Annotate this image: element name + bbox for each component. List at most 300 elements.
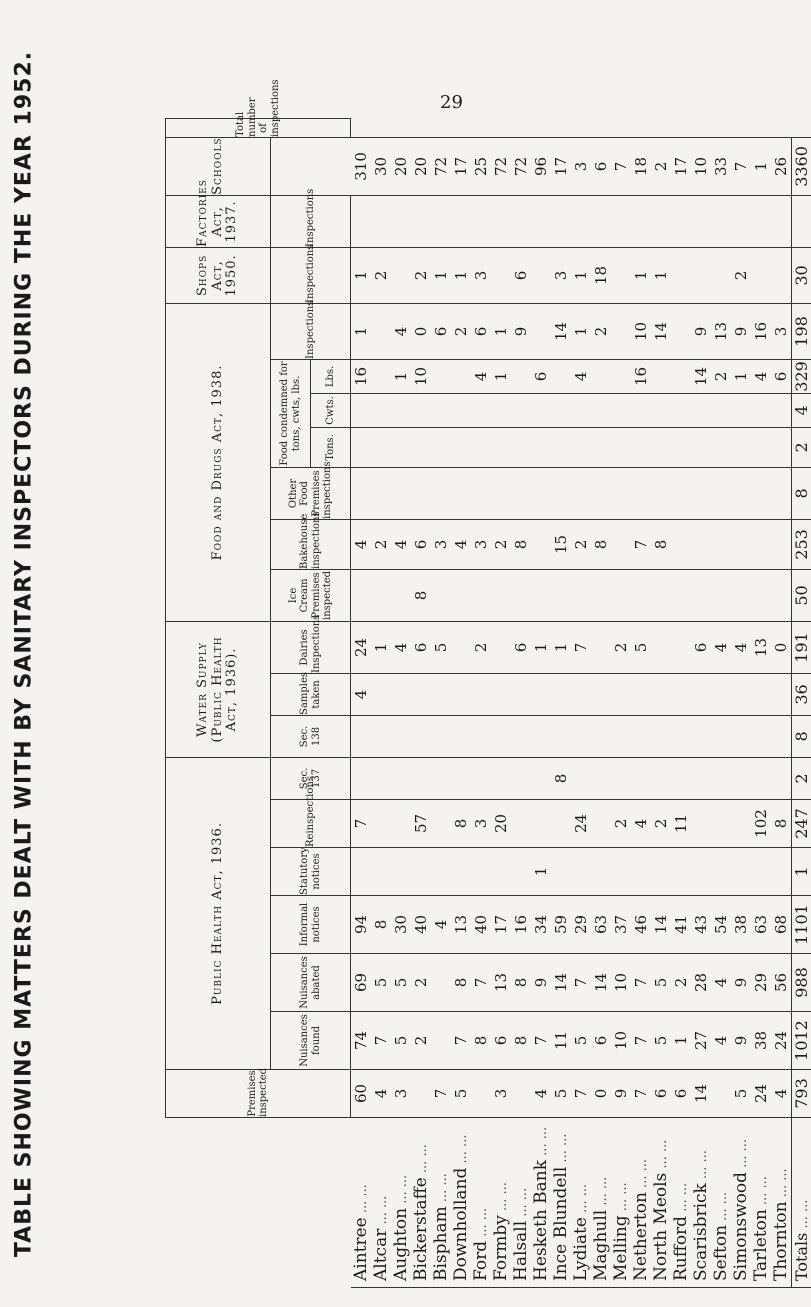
table-cell [411,467,431,519]
table-cell [651,195,671,247]
table-cell [531,467,551,519]
table-cell [511,467,531,519]
table-cell [631,848,651,896]
table-cell: 9 [511,303,531,359]
district-name: Halsall ... ... [511,1118,531,1288]
table-cell [691,848,711,896]
district-name: Melling ... ... [611,1118,631,1288]
table-cell: 27 [691,1012,711,1070]
table-cell [731,715,751,757]
header-total-inspections: Total number of inspections [166,119,351,138]
page-number: 29 [440,92,463,113]
table-cell: 3 [551,247,571,303]
table-cell [611,569,631,621]
table-cell [511,195,531,247]
table-cell: 2 [411,954,431,1012]
table-cell [571,715,591,757]
table-cell [471,393,491,427]
table-cell: 1 [671,1012,691,1070]
table-cell: 6 [511,247,531,303]
table-cell [591,800,611,848]
table-cell: 17 [491,896,511,954]
table-row [471,119,491,1288]
table-cell [671,427,691,467]
table-cell: 2 [451,303,471,359]
district-header [166,1118,351,1288]
table-row [751,119,771,1288]
table-cell: 1 [451,247,471,303]
table-cell [351,195,371,247]
table-cell [551,800,571,848]
total-cell: 8 [791,715,811,757]
table-cell [731,467,751,519]
table-row [571,119,591,1288]
table-row [551,119,571,1288]
table-cell: 7 [371,1012,391,1070]
table-cell [771,673,792,715]
table-cell [611,393,631,427]
table-cell: 20 [411,137,431,195]
total-cell: 793 [791,1070,811,1118]
table-cell [711,427,731,467]
table-cell: 5 [631,621,651,673]
district-name: Lydiate ... ... [571,1118,591,1288]
table-cell [651,673,671,715]
table-cell: 57 [411,800,431,848]
table-cell: 1 [531,848,551,896]
table-cell [411,427,431,467]
total-cell: 1 [791,848,811,896]
table-cell [351,715,371,757]
table-cell [671,303,691,359]
table-cell [571,673,591,715]
table-cell: 5 [391,1012,411,1070]
table-cell: 9 [531,954,551,1012]
table-cell [391,715,411,757]
table-cell: 14 [591,954,611,1012]
table-cell [511,569,531,621]
table-cell [411,848,431,896]
table-cell [371,467,391,519]
table-cell: 2 [731,247,751,303]
table-cell [571,393,591,427]
table-cell [411,393,431,427]
table-cell [411,673,431,715]
table-cell [671,673,691,715]
table-cell [431,195,451,247]
district-name: Bispham ... ... [431,1118,451,1288]
table-cell [671,621,691,673]
table-cell: 3 [471,247,491,303]
table-cell [711,715,731,757]
table-cell [571,848,591,896]
table-cell [751,569,771,621]
table-cell [591,848,611,896]
table-cell: 3 [491,1070,511,1118]
table-cell [771,715,792,757]
table-cell [731,195,751,247]
table-cell [711,519,731,569]
table-cell: 10 [691,137,711,195]
table-cell: 14 [691,1070,711,1118]
header-samples-taken: Samples taken [271,673,351,715]
header-premises-inspected: Premises inspected [166,1070,351,1118]
table-row [531,119,551,1288]
table-cell: 10 [411,359,431,393]
table-cell [631,393,651,427]
table-cell: 96 [531,137,551,195]
table-cell: 1 [571,247,591,303]
table-cell [431,954,451,1012]
table-cell: 2 [491,519,511,569]
table-cell [511,359,531,393]
table-cell: 8 [451,954,471,1012]
table-cell [391,569,411,621]
table-cell: 4 [631,800,651,848]
table-cell: 8 [471,1012,491,1070]
table-cell [671,519,691,569]
table-cell [531,247,551,303]
table-cell [611,715,631,757]
table-cell [531,757,551,799]
table-cell [671,247,691,303]
table-cell: 4 [391,519,411,569]
table-cell [771,848,792,896]
header-other-food-inspections: Other Food Premises inspections [271,467,351,519]
table-cell: 2 [711,359,731,393]
table-cell [691,673,711,715]
table-cell: 8 [411,569,431,621]
table-cell: 1 [351,303,371,359]
table-row [371,119,391,1288]
district-name: Sefton ... ... [711,1118,731,1288]
total-cell: 3360 [791,137,811,195]
table-cell [431,569,451,621]
district-name: Rufford ... ... [671,1118,691,1288]
table-cell [511,673,531,715]
table-cell [611,303,631,359]
table-row [611,119,631,1288]
table-cell [691,715,711,757]
header-food-condemned: Food condemned for tons, cwts, lbs. [271,359,311,467]
table-cell: 43 [691,896,711,954]
total-cell: 247 [791,800,811,848]
group-food-and-drugs: Food and Drugs Act, 1938. [166,303,271,621]
district-name: Formby ... ... [491,1118,511,1288]
inspections-table [165,79,811,1288]
table-cell [751,673,771,715]
table-cell [531,427,551,467]
table-cell: 8 [511,1012,531,1070]
table-cell: 4 [731,621,751,673]
table-cell: 2 [371,519,391,569]
table-cell [711,467,731,519]
table-cell [391,427,411,467]
table-cell [451,359,471,393]
table-cell [531,303,551,359]
table-cell [591,569,611,621]
table-cell: 5 [371,954,391,1012]
table-cell: 2 [371,247,391,303]
district-name: Tarleton ... ... [751,1118,771,1288]
table-cell [711,195,731,247]
table-cell [471,195,491,247]
table-cell: 6 [531,359,551,393]
table-cell [571,195,591,247]
table-cell: 2 [651,800,671,848]
table-cell: 68 [771,896,792,954]
table-cell [531,673,551,715]
table-cell: 6 [511,621,531,673]
table-cell: 1 [351,247,371,303]
table-cell: 7 [571,954,591,1012]
table-cell [431,1012,451,1070]
table-cell [491,195,511,247]
table-cell [691,393,711,427]
table-cell [731,569,751,621]
group-schools: Schools [166,137,271,195]
table-cell: 4 [531,1070,551,1118]
table-cell [431,467,451,519]
table-cell: 5 [551,1070,571,1118]
table-cell: 4 [771,1070,792,1118]
table-cell: 94 [351,896,371,954]
table-cell: 2 [411,1012,431,1070]
table-row [771,119,792,1288]
table-cell [651,393,671,427]
total-cell: 988 [791,954,811,1012]
table-cell: 10 [631,303,651,359]
table-cell: 8 [771,800,792,848]
table-cell [571,427,591,467]
table-cell: 9 [691,303,711,359]
table-cell [511,848,531,896]
table-cell: 1 [371,621,391,673]
table-cell [631,427,651,467]
table-cell [611,848,631,896]
table-cell: 6 [771,359,792,393]
table-cell: 4 [711,954,731,1012]
table-cell [351,569,371,621]
table-cell: 6 [691,621,711,673]
table-cell [351,427,371,467]
table-cell [431,757,451,799]
table-cell [591,467,611,519]
table-cell: 11 [551,1012,571,1070]
table-cell [591,757,611,799]
table-cell: 4 [711,1012,731,1070]
table-cell [591,673,611,715]
table-cell: 0 [411,303,431,359]
header-tons: Tons. [311,427,351,467]
table-cell [431,800,451,848]
table-cell [531,519,551,569]
table-cell [691,247,711,303]
total-cell: 8 [791,467,811,519]
table-cell: 69 [351,954,371,1012]
table-cell [751,393,771,427]
table-cell: 16 [351,359,371,393]
table-cell: 13 [451,896,471,954]
table-cell [591,393,611,427]
table-cell: 1 [571,303,591,359]
table-cell [631,195,651,247]
table-cell: 24 [771,1012,792,1070]
group-public-health-act: Public Health Act, 1936. [166,757,271,1069]
table-cell [471,1070,491,1118]
table-cell [691,195,711,247]
table-row [451,119,471,1288]
table-cell [751,519,771,569]
table-cell [671,393,691,427]
table-cell [651,569,671,621]
header-sec-137: Sec. 137 [271,757,351,799]
header-ice-cream-inspections: Ice Cream Premises inspected [271,569,351,621]
district-name: Hesketh Bank ... ... [531,1118,551,1288]
table-cell: 59 [551,896,571,954]
table-cell: 16 [751,303,771,359]
total-cell [791,195,811,247]
table-cell: 7 [531,1012,551,1070]
total-cell: 2 [791,757,811,799]
total-cell: 2 [791,427,811,467]
table-cell: 37 [611,896,631,954]
table-cell: 30 [371,137,391,195]
table-cell [491,757,511,799]
table-cell [531,800,551,848]
rotated-table-frame [165,79,811,1288]
table-cell: 9 [731,303,751,359]
table-cell [751,467,771,519]
table-cell [671,195,691,247]
table-cell [751,715,771,757]
table-cell: 5 [431,621,451,673]
table-cell [371,569,391,621]
table-cell: 310 [351,137,371,195]
table-cell [511,715,531,757]
table-cell: 8 [371,896,391,954]
table-cell: 20 [391,137,411,195]
table-cell [511,757,531,799]
total-cell: 198 [791,303,811,359]
header-informal-notices: Informal notices [271,896,351,954]
table-cell [711,1070,731,1118]
table-cell: 33 [711,137,731,195]
table-cell: 24 [571,800,591,848]
table-cell: 7 [451,1012,471,1070]
district-name: North Meols ... ... [651,1118,671,1288]
header-nuisances-found: Nuisances found [271,1012,351,1070]
table-cell [471,467,491,519]
table-cell [371,195,391,247]
table-row [631,119,651,1288]
table-cell [611,427,631,467]
table-cell: 7 [631,954,651,1012]
table-cell [511,1070,531,1118]
table-cell: 1 [531,621,551,673]
table-cell: 4 [391,303,411,359]
table-cell [451,569,471,621]
table-cell: 63 [591,896,611,954]
district-name: Simonswood ... ... [731,1118,751,1288]
table-cell [731,848,751,896]
table-cell: 9 [731,954,751,1012]
table-cell [391,848,411,896]
table-cell [571,467,591,519]
table-cell [691,757,711,799]
table-cell: 6 [491,1012,511,1070]
table-cell [731,673,751,715]
table-cell: 8 [451,800,471,848]
table-cell: 7 [731,137,751,195]
table-cell [351,848,371,896]
table-cell [451,427,471,467]
table-cell [651,467,671,519]
table-cell: 7 [631,519,651,569]
table-cell [411,757,431,799]
table-cell: 2 [611,621,631,673]
table-row [651,119,671,1288]
total-cell: 4 [791,393,811,427]
table-cell [411,195,431,247]
table-cell: 4 [351,519,371,569]
table-cell [651,621,671,673]
header-schools-inspections: Inspections [271,195,351,247]
table-cell: 14 [651,896,671,954]
table-cell: 13 [711,303,731,359]
table-cell: 10 [611,954,631,1012]
table-cell [471,427,491,467]
table-cell [591,427,611,467]
table-cell [471,673,491,715]
table-row [411,119,431,1288]
table-cell [611,359,631,393]
table-row [671,119,691,1288]
header-cwts: Cwts. [311,393,351,427]
table-cell [711,848,731,896]
table-cell [551,673,571,715]
header-factories-inspections: Inspections [271,247,351,303]
table-cell: 7 [571,1070,591,1118]
table-cell: 72 [511,137,531,195]
table-cell: 72 [491,137,511,195]
table-cell: 5 [451,1070,471,1118]
table-cell: 16 [511,896,531,954]
total-cell: 1012 [791,1012,811,1070]
table-cell [691,519,711,569]
table-cell [571,569,591,621]
table-cell [771,467,792,519]
table-cell: 38 [731,896,751,954]
district-name: Maghull ... ... [591,1118,611,1288]
table-row [731,119,751,1288]
table-cell [511,393,531,427]
table-cell [451,673,471,715]
total-cell: 1101 [791,896,811,954]
header-dairies-inspections: Dairies Inspections [271,621,351,673]
table-cell [551,569,571,621]
table-cell [671,848,691,896]
table-cell [711,569,731,621]
table-cell [571,757,591,799]
table-row [691,119,711,1288]
table-cell: 13 [491,954,511,1012]
table-cell: 6 [471,303,491,359]
table-cell: 18 [591,247,611,303]
table-cell: 29 [751,954,771,1012]
table-cell [591,715,611,757]
table-cell [371,800,391,848]
